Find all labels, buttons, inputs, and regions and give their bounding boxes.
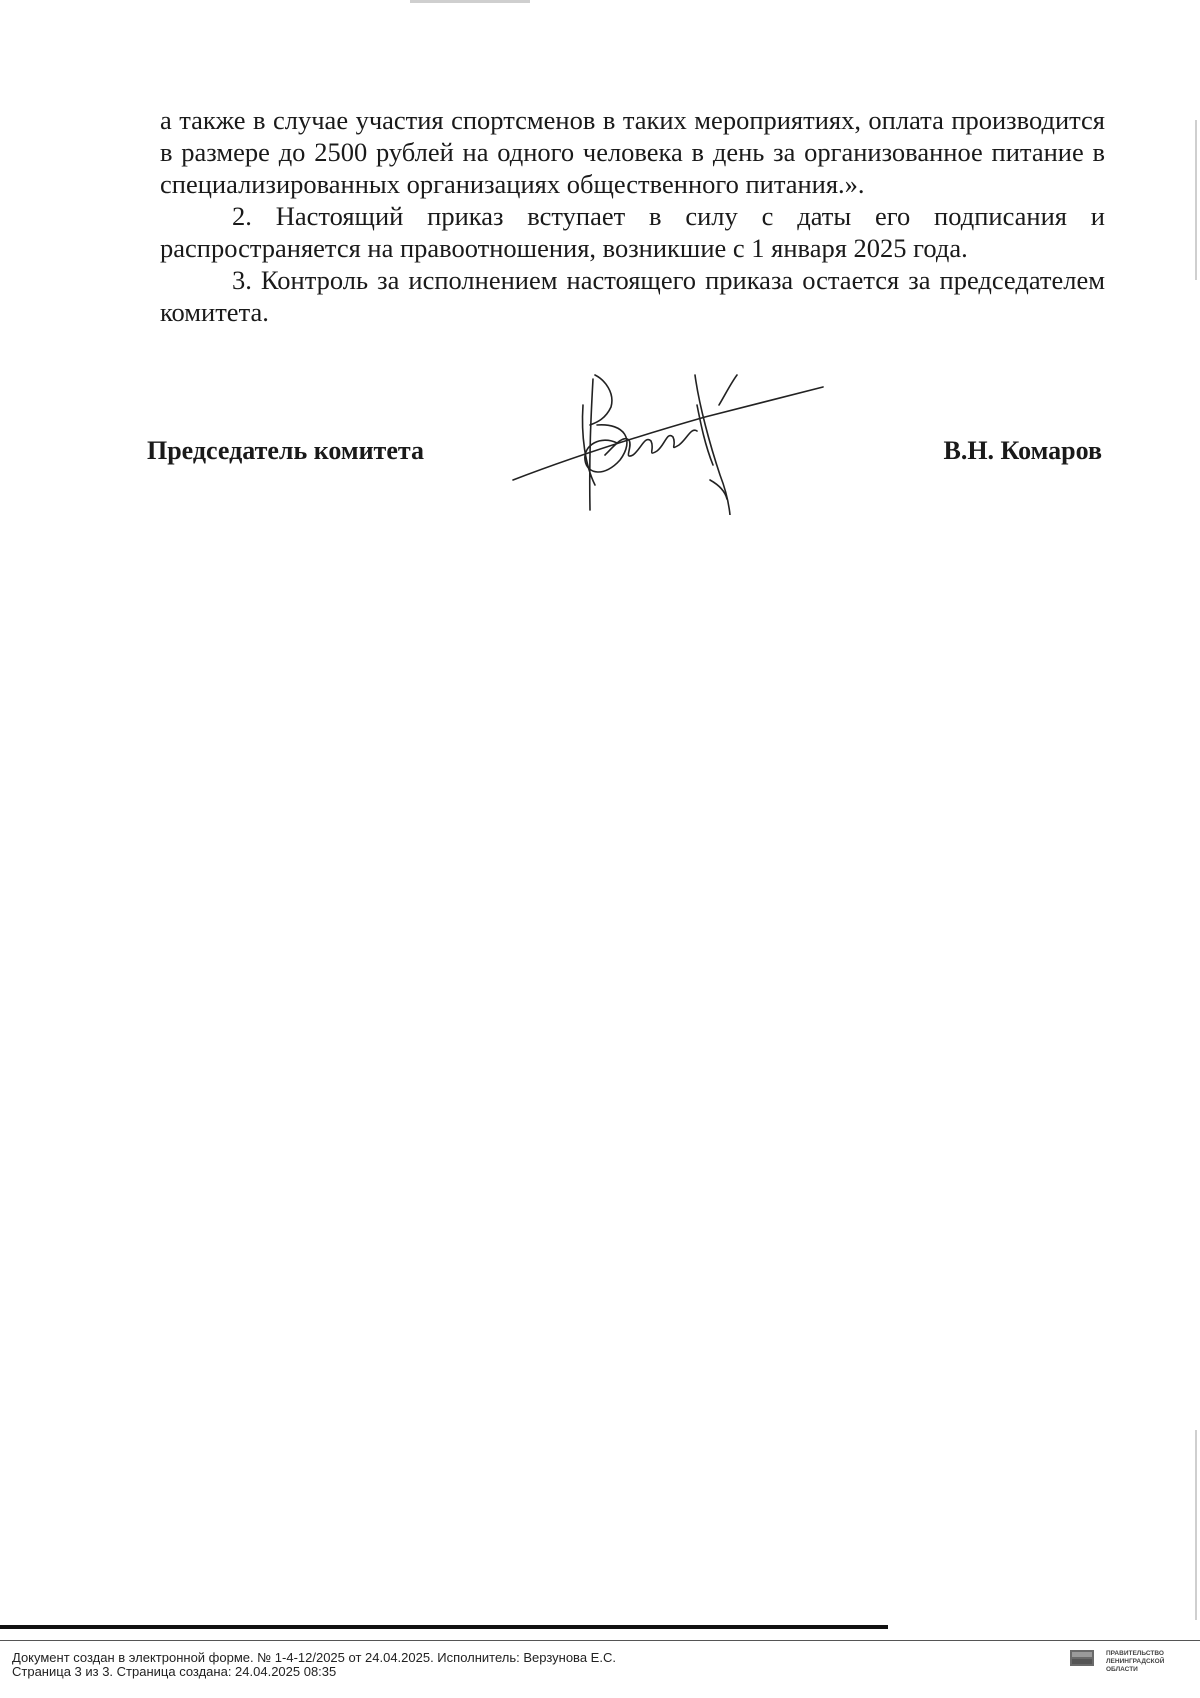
scan-artifact-right-edge — [1195, 120, 1197, 280]
logo-caption — [1106, 1650, 1190, 1674]
signer-title: Председатель комитета — [147, 436, 424, 465]
footer-divider-thick — [0, 1625, 888, 1629]
scan-artifact-right-edge-lower — [1195, 1430, 1197, 1620]
footer-line-1: Документ создан в электронной форме. № 1-4-12/2025 от 24.04.2025. Исполнитель: Верзунова Е.С. — [12, 1650, 616, 1665]
paragraph-2-effective-date: 2. Настоящий приказ вступает в силу с даты его подписания и распространяется на правоотношения, возникшие с 1 января 2025 года. — [160, 201, 1105, 263]
coat-of-arms-icon — [1070, 1650, 1094, 1666]
signature-block — [147, 436, 1102, 476]
body-text — [160, 104, 1105, 328]
scan-artifact-top — [410, 0, 530, 3]
logo-line-3: ОБЛАСТИ — [1106, 1666, 1138, 1673]
footer-line-2: Страница 3 из 3. Страница создана: 24.04.2025 08:35 — [12, 1664, 337, 1679]
logo-line-2: ЛЕНИНГРАДСКОЙ — [1106, 1658, 1165, 1665]
government-logo — [1070, 1650, 1190, 1682]
footer-document-info — [12, 1651, 616, 1679]
paragraph-3-control: 3. Контроль за исполнением настоящего приказа остается за председателем комитета. — [160, 265, 1105, 327]
logo-line-1: ПРАВИТЕЛЬСТВО — [1106, 1650, 1164, 1657]
signer-name: В.Н. Комаров — [943, 436, 1102, 465]
paragraph-continuation: а также в случае участия спортсменов в таких мероприятиях, оплата производится в размере до 2500 рублей на одного человека в день за организованное питание в специализированных организациях общественного питания.». — [160, 105, 1105, 199]
footer-divider-thin — [0, 1640, 1200, 1641]
